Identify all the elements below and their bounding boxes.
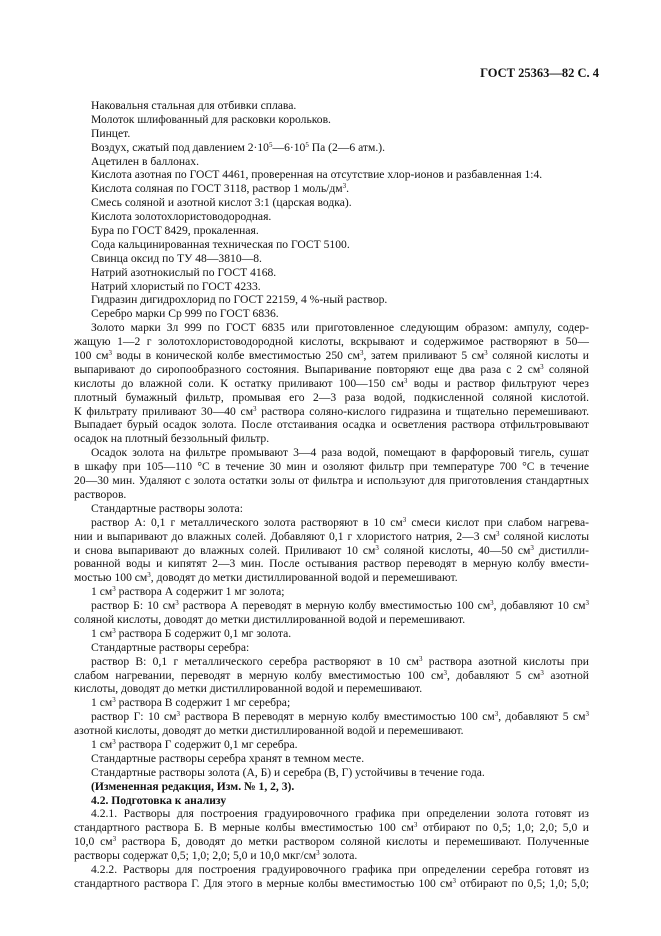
text-line: раствор В: 0,1 г металлического серебра растворяют в 10 $см^3$ раствора азотной кислоты при	[91, 654, 589, 668]
text-line: Пинцет.	[91, 126, 131, 140]
text-line: Наковальня стальная для отбивки сплава.	[91, 99, 297, 112]
text-line: стандартного раствора Б. В мерные колбы вместимостью 100 $см^3$ отбирают по 0,5; 1,0; 2,0; 5,0 и	[74, 821, 589, 835]
text-line: 100 $см^3$ воды в конической колбе вместимостью 250 $см^3$, затем приливают 5 $см^3$ соляной кислоты и	[74, 349, 589, 363]
text-line: К фильтрату приливают 30—40 $см^3$ раствора соляно-кислого гидразина и тщательно перемешивают.	[74, 404, 589, 418]
text-line: 10,0 $см^3$ раствора Б, доводят до метки раствором соляной кислоты и перемешивают. Полученные	[74, 835, 590, 849]
text-line: Кислота золотохлористоводородная.	[91, 210, 272, 224]
text-line: стандартного раствора Г. Для этого в мерные колбы вместимостью 100 $см^3$ отбирают по 0,5; 1,0; 5,0;	[74, 876, 589, 890]
text-line: 1 $см^3$ раствора Г содержит 0,1 мг серебра.	[91, 737, 298, 751]
text-line: 1 $см^3$ раствора А содержит 1 мг золота;	[91, 585, 285, 599]
text-line: 1 $см^3$ раствора В содержит 1 мг серебра;	[91, 696, 291, 710]
text-line: Кислота соляная по ГОСТ 3118, раствор 1 моль/$дм^3$.	[91, 182, 350, 196]
text-line: Натрий азотнокислый по ГОСТ 4168.	[91, 265, 277, 279]
text-line: Золото марки Зл 999 по ГОСТ 6835 или приготовленное следующим образом: ампулу, содер-	[91, 321, 589, 335]
text-line: Воздух, сжатый под давлением $2\cdot 10^5—6\cdot 10^5$ Па (2—6 атм.).	[91, 140, 385, 154]
text-line: жащую 1—2 г золотохлористоводородной кислоты, вскрывают и содержимое растворяют в 50—	[74, 335, 589, 349]
text-line: Гидразин дигидрохлорид по ГОСТ 22159, 4 %-ный раствор.	[91, 293, 388, 307]
text-line: кислоты, доводят до метки дистиллированной водой и перемешивают.	[74, 682, 423, 696]
text-line: Бура по ГОСТ 8429, прокаленная.	[91, 224, 259, 238]
text-line: 1 $см^3$ раствора Б содержит 0,1 мг золота.	[91, 626, 292, 640]
text-line: 20—30 мин. Удаляют с золота остатки золы от фильтра и используют для приготовления стандартных	[74, 474, 589, 488]
text-line: Ацетилен в баллонах.	[91, 154, 199, 168]
page-header: ГОСТ 25363—82 С. 4	[480, 66, 599, 80]
text-line: раствор Г: 10 $см^3$ раствора В переводят в мерную колбу вместимостью 100 $см^3$, добавляют 5 $см^3$	[91, 710, 589, 724]
text-line: и снова выпаривают до влажных солей. Приливают 10 $см^3$ соляной кислоты, 40—50 $см^3$ дистилли-	[74, 543, 589, 557]
text-line: слабом нагревании, переводят в мерную колбу вместимостью 100 $см^3$, добавляют 5 $см^3$ азотной	[74, 668, 589, 682]
text-line: Осадок золота на фильтре промывают 3—4 раза водой, помещают в фарфоровый тигель, сушат	[91, 446, 589, 460]
text-line: Сода кальцинированная техническая по ГОСТ 5100.	[91, 237, 350, 251]
text-line: плотный бумажный фильтр, промывая его 2—3 раза водой, подкисленной соляной кислотой.	[74, 390, 589, 404]
text-line: раствор Б: 10 $см^3$ раствора А переводят в мерную колбу вместимостью 100 $см^3$, добавляют 10 $см^3$	[91, 599, 589, 613]
text-line: 4.2. Подготовка к анализу	[91, 793, 227, 807]
text-line: Натрий хлористый по ГОСТ 4233.	[91, 279, 261, 293]
text-line: Стандартные растворы золота (А, Б) и серебра (В, Г) устойчивы в течение года.	[91, 765, 485, 779]
text-line: выпаривают до сиропообразного состояния. Выпаривание повторяют еще два раза с 2 $см^3$ соляной	[74, 362, 590, 376]
text-line: соляной кислоты, доводят до метки дистиллированной водой и перемешивают.	[74, 612, 466, 626]
text-line: Стандартные растворы золота:	[91, 501, 243, 515]
text-line: раствор А: 0,1 г металлического золота растворяют в 10 $см^3$ смеси кислот при слабом нагрева-	[91, 515, 589, 529]
document-body	[74, 99, 589, 891]
text-line: кислоты до влажной соли. К остатку приливают 100—150 $см^3$ воды и раствор фильтруют через	[74, 376, 589, 390]
text-line: осадок на плотный беззольный фильтр.	[74, 432, 270, 446]
text-line: Стандартные растворы серебра хранят в темном месте.	[91, 751, 365, 765]
text-line: 4.2.2. Растворы для построения градуировочного графика при определении серебра готовят из	[91, 862, 589, 876]
text-line: азотной кислоты, доводят до метки дистиллированной водой и перемешивают.	[74, 724, 464, 738]
text-line: Серебро марки Ср 999 по ГОСТ 6836.	[91, 307, 279, 321]
text-line: Свинца оксид по ТУ 48—3810—8.	[91, 251, 262, 265]
text-line: рованной воды и кипятят 2—3 мин. После остывания раствор переводят в мерную колбу вмести-	[74, 557, 589, 571]
text-line: Смесь соляной и азотной кислот 3:1 (царская водка).	[91, 196, 352, 210]
text-line: в шкафу при 105—110 °С в течение 30 мин и озоляют фильтр при температуре 700 °С в течение	[74, 460, 589, 474]
text-line: растворы содержат 0,5; 1,0; 2,0; 5,0 и 10,0 мкг/$см^3$ золота.	[74, 849, 358, 863]
text-line: Стандартные растворы серебра:	[91, 640, 250, 654]
text-line: Выпадает бурый осадок золота. После отстаивания осадка и осветления раствора отфильтровывают	[74, 418, 589, 432]
text-line: Кислота азотная по ГОСТ 4461, проверенная на отсутствие хлор-ионов и разбавленная 1:4.	[91, 168, 543, 182]
text-line: мостью 100 $см^3$, доводят до метки дистиллированной водой и перемешивают.	[74, 571, 458, 585]
text-line: Молоток шлифованный для расковки корольков.	[91, 112, 331, 126]
text-line: (Измененная редакция, Изм. № 1, 2, 3).	[91, 779, 295, 793]
text-line: 4.2.1. Растворы для построения градуировочного графика при определении золота готовят из	[91, 807, 589, 821]
text-line: нии и выпаривают до влажных солей. Добавляют 0,1 г хлористого натрия, 2—3 $см^3$ соляной кислоты	[74, 529, 589, 543]
text-line: растворов.	[74, 487, 127, 501]
